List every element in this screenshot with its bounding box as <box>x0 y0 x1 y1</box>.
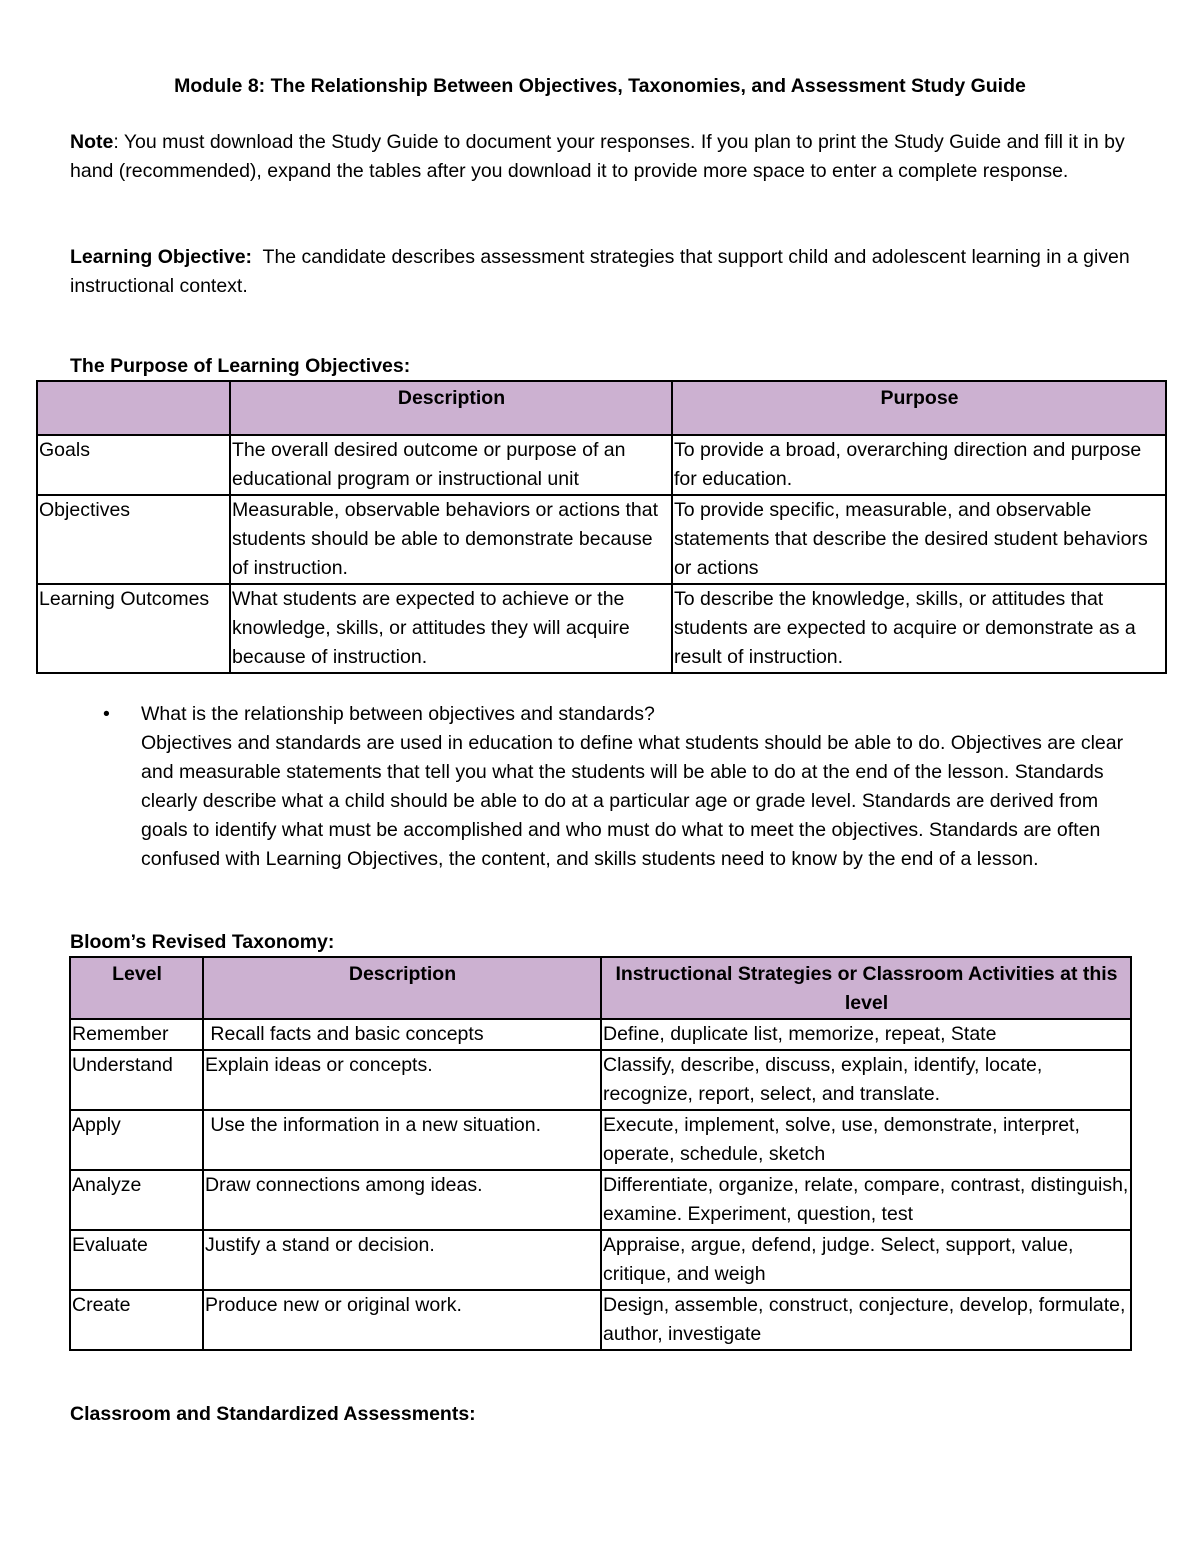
bloom-level-cell: Apply <box>70 1110 203 1170</box>
purpose-purpose-cell: To provide specific, measurable, and observable statements that describe the desired student behaviors or actions <box>672 495 1166 584</box>
bloom-activities-cell: Define, duplicate list, memorize, repeat, State <box>601 1019 1131 1050</box>
bloom-level-cell: Evaluate <box>70 1230 203 1290</box>
purpose-description-cell: What students are expected to achieve or the knowledge, skills, or attitudes they will acquire because of instruction. <box>230 584 672 673</box>
bloom-activities-cell: Appraise, argue, defend, judge. Select, support, value, critique, and weigh <box>601 1230 1131 1290</box>
bloom-activities-cell: Design, assemble, construct, conjecture, develop, formulate, author, investigate <box>601 1290 1131 1350</box>
bloom-description-cell: Draw connections among ideas. <box>203 1170 601 1230</box>
bloom-level-cell: Analyze <box>70 1170 203 1230</box>
bloom-header-level: Level <box>70 957 203 1019</box>
bloom-description-cell: Explain ideas or concepts. <box>203 1050 601 1110</box>
bloom-description-cell: Produce new or original work. <box>203 1290 601 1350</box>
learning-objective-paragraph <box>70 243 1140 301</box>
document-title: Module 8: The Relationship Between Objectives, Taxonomies, and Assessment Study Guide <box>174 75 1026 97</box>
note-paragraph <box>70 128 1140 186</box>
purpose-term-cell: Learning Outcomes <box>37 584 230 673</box>
note-label: Note <box>70 131 114 153</box>
purpose-term-cell: Objectives <box>37 495 230 584</box>
purpose-header-purpose: Purpose <box>672 381 1166 435</box>
purpose-table-header-row <box>37 381 1166 435</box>
learning-objective-label: Learning Objective: <box>70 246 253 268</box>
table-row <box>70 1170 1131 1230</box>
bullet-icon: • <box>103 703 110 725</box>
table-row <box>37 584 1166 673</box>
table-row <box>70 1290 1131 1350</box>
table-row <box>70 1019 1131 1050</box>
purpose-header-description: Description <box>230 381 672 435</box>
table-row <box>70 1230 1131 1290</box>
bloom-level-cell: Create <box>70 1290 203 1350</box>
purpose-table <box>36 380 1167 674</box>
bloom-description-cell: Use the information in a new situation. <box>203 1110 601 1170</box>
purpose-purpose-cell: To describe the knowledge, skills, or attitudes that students are expected to acquire or demonstrate as a result of instruction. <box>672 584 1166 673</box>
bullet-answer: Objectives and standards are used in education to define what students should be able to do. Objectives are clear and measurable statements that tell you what the students will be able to do at the end of the lesson. Standards clearly describe what a child should be able to do at a particular age or grade level. Standards are derived from goals to identify what must be accomplished and who must do what to meet the objectives. Standards are often confused with Learning Objectives, the content, and skills students need to know by the end of a lesson. <box>141 732 1124 870</box>
bloom-activities-cell: Classify, describe, discuss, explain, identify, locate, recognize, report, select, and translate. <box>601 1050 1131 1110</box>
bullet-item <box>141 700 1141 874</box>
bloom-heading: Bloom’s Revised Taxonomy: <box>70 931 335 953</box>
purpose-description-cell: Measurable, observable behaviors or actions that students should be able to demonstrate because of instruction. <box>230 495 672 584</box>
bloom-level-cell: Remember <box>70 1019 203 1050</box>
bloom-level-cell: Understand <box>70 1050 203 1110</box>
table-row <box>70 1050 1131 1110</box>
bloom-activities-cell: Execute, implement, solve, use, demonstrate, interpret, operate, schedule, sketch <box>601 1110 1131 1170</box>
table-row <box>37 495 1166 584</box>
note-text: : You must download the Study Guide to document your responses. If you plan to print the Study Guide and fill it in by hand (recommended), expand the tables after you download it to provide more space to enter a complete response. <box>70 131 1125 182</box>
purpose-heading: The Purpose of Learning Objectives: <box>70 355 411 377</box>
bloom-description-cell: Justify a stand or decision. <box>203 1230 601 1290</box>
bloom-header-description: Description <box>203 957 601 1019</box>
purpose-header-empty <box>37 381 230 435</box>
bloom-header-activities: Instructional Strategies or Classroom Activities at this level <box>601 957 1131 1019</box>
bloom-activities-cell: Differentiate, organize, relate, compare, contrast, distinguish, examine. Experiment, question, test <box>601 1170 1131 1230</box>
assessment-heading: Classroom and Standardized Assessments: <box>70 1403 476 1425</box>
purpose-description-cell: The overall desired outcome or purpose of an educational program or instructional unit <box>230 435 672 495</box>
bloom-taxonomy-table <box>69 956 1132 1351</box>
purpose-term-cell: Goals <box>37 435 230 495</box>
table-row <box>37 435 1166 495</box>
bloom-table-header-row <box>70 957 1131 1019</box>
bullet-question: What is the relationship between objectives and standards? <box>141 703 655 725</box>
purpose-purpose-cell: To provide a broad, overarching direction and purpose for education. <box>672 435 1166 495</box>
bloom-description-cell: Recall facts and basic concepts <box>203 1019 601 1050</box>
table-row <box>70 1110 1131 1170</box>
learning-objective-text: The candidate describes assessment strategies that support child and adolescent learning in a given instructional context. <box>70 246 1136 297</box>
